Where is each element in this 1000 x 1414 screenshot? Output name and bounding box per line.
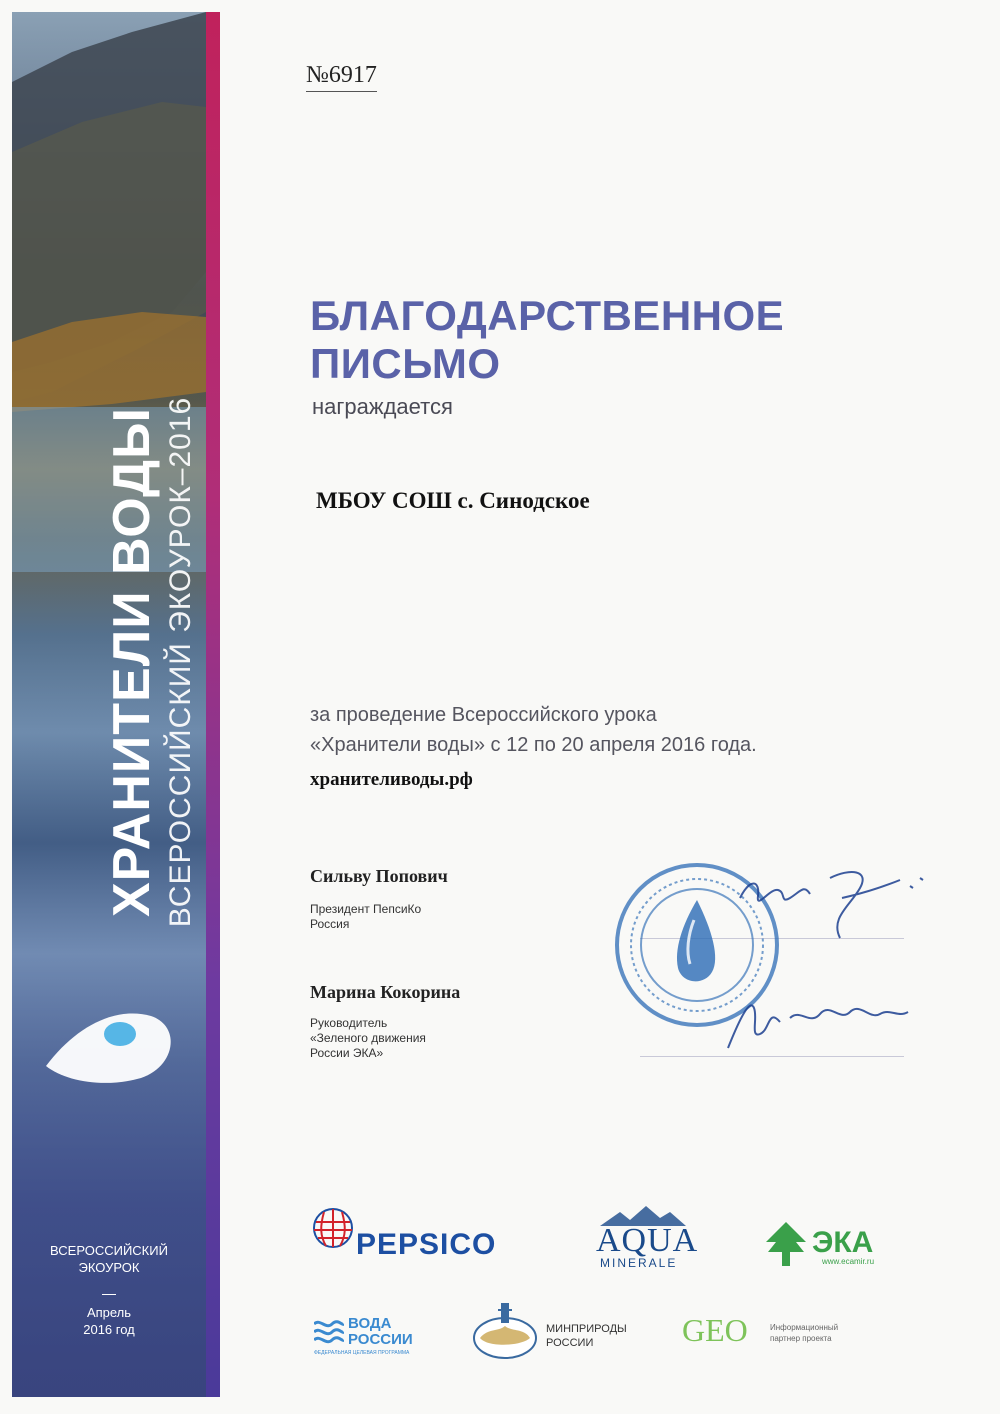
website-link: хранителиводы.рф <box>310 769 473 790</box>
eka-tree-icon <box>766 1222 806 1266</box>
reason-line2: «Хранители воды» с 12 по 20 апреля 2016 года. <box>310 734 757 756</box>
signer-2-role-line1: Руководитель <box>310 1016 388 1030</box>
accent-stripe <box>206 12 220 1397</box>
eka-logo: ЭКА <box>812 1226 874 1259</box>
awarded-label: награждается <box>312 394 453 419</box>
signer-1-name: Сильву Попович <box>310 866 448 886</box>
side-banner <box>12 12 220 1397</box>
recipient-name: МБОУ СОШ с. Синодское <box>316 488 590 513</box>
signer-2-name: Марина Кокорина <box>310 982 461 1002</box>
signer-2-role-line2: «Зеленого движения <box>310 1031 426 1045</box>
geo-sub-line1: Информационный <box>770 1323 839 1332</box>
signature-2-icon <box>720 978 920 1058</box>
geo-logo: GEO <box>682 1312 748 1348</box>
title-line1: БЛАГОДАРСТВЕННОЕ <box>310 292 785 339</box>
reason-line1: за проведение Всероссийского урока <box>310 704 657 726</box>
banner-date-line1: Апрель <box>86 1305 132 1320</box>
water-drop-logo-icon <box>46 1006 176 1084</box>
aqua-minerale-logo: AQUA <box>596 1222 699 1259</box>
eka-url: www.ecamir.ru <box>822 1257 875 1266</box>
geo-sublabel <box>770 1322 838 1344</box>
minprirody-emblem-icon <box>472 1302 538 1360</box>
signer-1-role-line1: Президент ПепсиКо <box>310 902 422 916</box>
title-line2: ПИСЬМО <box>310 340 501 387</box>
minpr-line2: РОССИИ <box>546 1337 594 1349</box>
banner-date-line2: 2016 год <box>83 1322 135 1337</box>
award-reason <box>310 700 757 760</box>
aqua-minerale-sublabel: MINERALE <box>600 1256 678 1270</box>
pepsico-globe-icon <box>312 1206 354 1250</box>
signer-1-role-line2: Россия <box>310 917 350 931</box>
banner-subtitle: ВСЕРОССИЙСКИЙ ЭКОУРОК–2016 <box>164 396 197 928</box>
banner-footer-line1: ВСЕРОССИЙСКИЙ <box>50 1243 168 1258</box>
signature-1-icon <box>730 858 930 958</box>
voda-line1: ВОДА <box>348 1315 392 1332</box>
voda-rossii-logo <box>348 1316 413 1348</box>
signer-1-role <box>310 902 421 932</box>
banner-footer-event <box>12 1242 206 1276</box>
voda-line2: РОССИИ <box>348 1331 413 1348</box>
signer-2-role <box>310 1016 426 1061</box>
banner-divider <box>102 1294 116 1295</box>
geo-sub-line2: партнер проекта <box>770 1334 832 1343</box>
banner-footer-date <box>12 1304 206 1338</box>
banner-title: ХРАНИТЕЛИ ВОДЫ <box>103 407 161 918</box>
document-title <box>310 292 784 388</box>
water-waves-icon <box>314 1316 344 1346</box>
minpr-line1: МИНПРИРОДЫ <box>546 1323 627 1335</box>
pepsico-logo: PEPSICO <box>356 1228 497 1261</box>
document-number: №6917 <box>306 62 377 92</box>
banner-footer-line2: ЭКОУРОК <box>78 1260 140 1275</box>
signer-2-role-line3: России ЭКА» <box>310 1046 384 1060</box>
voda-rossii-sublabel: ФЕДЕРАЛЬНАЯ ЦЕЛЕВАЯ ПРОГРАММА <box>314 1350 410 1356</box>
minprirody-logo <box>546 1322 627 1350</box>
